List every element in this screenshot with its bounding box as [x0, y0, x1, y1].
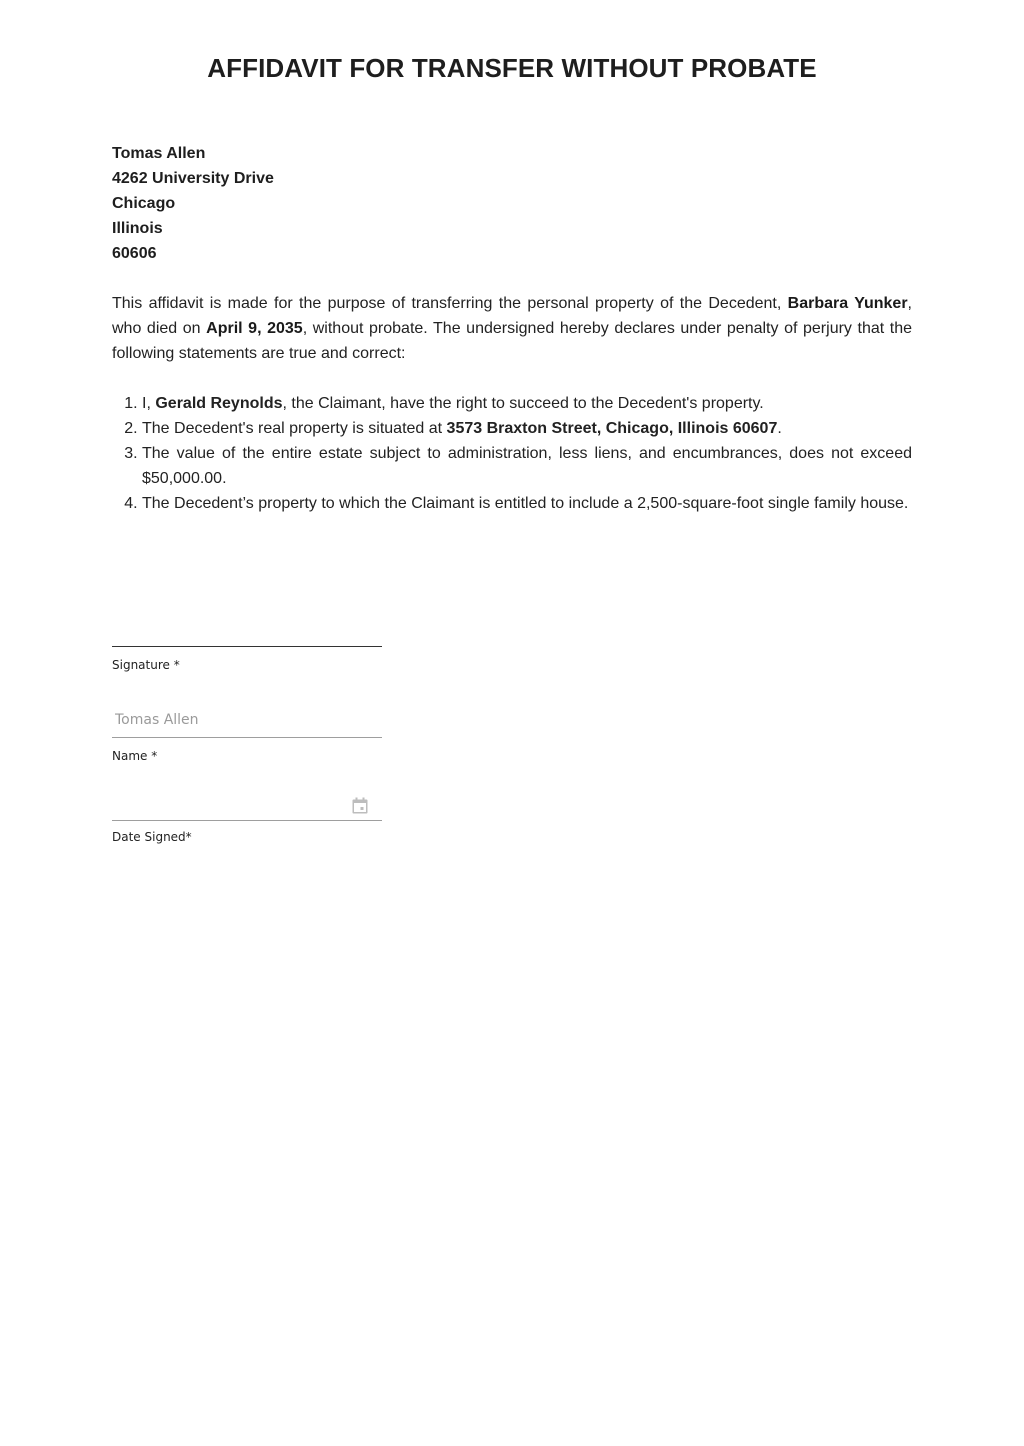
intro-text-2: , who died on — [112, 295, 912, 337]
statement-1-prefix: I, — [142, 395, 156, 412]
statement-item — [142, 391, 912, 416]
statement-2-prefix: The Decedent's real property is situated at — [142, 420, 447, 437]
calendar-icon[interactable] — [352, 797, 368, 814]
decedent-name: Barbara Yunker — [787, 295, 908, 312]
statement-4-text: The Decedent’s property to which the Claimant is entitled to include a 2,500-square-foot single family house. — [142, 495, 909, 512]
statement-item — [142, 491, 912, 516]
date-of-death: April 9, 2035 — [206, 320, 303, 337]
date-signed-label: Date Signed* — [112, 830, 192, 844]
statements-list — [112, 391, 912, 516]
statement-2-suffix: . — [777, 420, 782, 437]
intro-text-3: , without probate. The undersigned hereby declares under penalty of perjury that the following statements are true and correct: — [112, 320, 913, 362]
signature-label: Signature * — [112, 658, 180, 672]
statement-item — [142, 441, 912, 491]
claimant-name: Gerald Reynolds — [155, 395, 283, 412]
sender-name: Tomas Allen — [112, 145, 206, 162]
name-input[interactable] — [112, 702, 382, 738]
sender-city: Chicago — [112, 195, 176, 212]
intro-text-1: This affidavit is made for the purpose of transferring the personal property of the Decedent, — [112, 295, 788, 312]
statement-item — [142, 416, 912, 441]
name-label: Name * — [112, 749, 158, 763]
statement-3-text: The value of the entire estate subject to administration, less liens, and encumbrances, does not exceed $50,000.00. — [142, 445, 912, 487]
document-title: AFFIDAVIT FOR TRANSFER WITHOUT PROBATE — [207, 53, 817, 83]
date-signed-input[interactable] — [112, 786, 382, 821]
property-address: 3573 Braxton Street, Chicago, Illinois 60607 — [446, 420, 778, 437]
signature-field[interactable] — [112, 646, 382, 647]
sender-street: 4262 University Drive — [112, 170, 274, 187]
sender-zip: 60606 — [112, 245, 157, 262]
intro-paragraph — [112, 291, 912, 366]
statement-1-suffix: , the Claimant, have the right to succeed to the Decedent's property. — [282, 395, 764, 412]
sender-address-block — [112, 141, 274, 266]
sender-state: Illinois — [112, 220, 163, 237]
